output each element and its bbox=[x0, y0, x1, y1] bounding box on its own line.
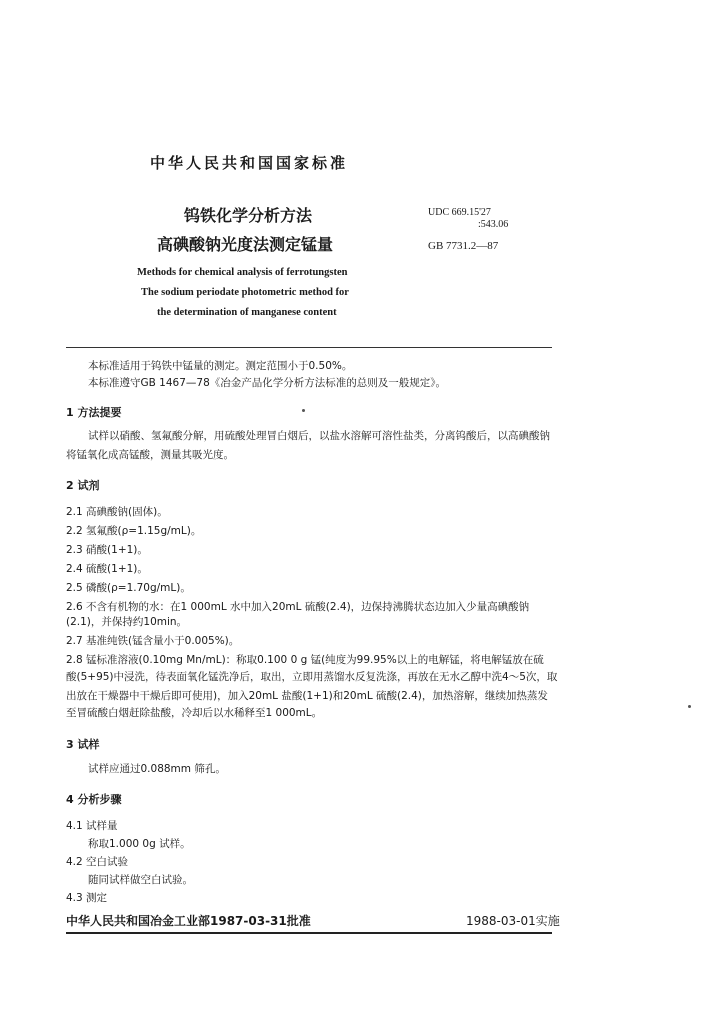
section-1-text-line1: 试样以硝酸、氢氟酸分解，用硫酸处理冒白烟后，以盐水溶解可溶性盐类，分离钨酸后，以高碘酸钠 bbox=[88, 430, 550, 442]
bottom-divider bbox=[66, 932, 552, 934]
section-1-heading: 1 方法提要 bbox=[66, 406, 122, 419]
section-2-heading: 2 试剂 bbox=[66, 479, 100, 492]
reagent-2-6-line1: 2.6 不含有机物的水：在1 000mL 水中加入20mL 硫酸(2.4)，边保持沸腾状态边加入少量高碘酸钠 bbox=[66, 601, 530, 613]
intro-scope: 本标准适用于钨铁中锰量的测定。测定范围小于0.50%。 bbox=[88, 360, 353, 372]
reagent-2-6-line2: (2.1)，并保持约10min。 bbox=[66, 616, 188, 628]
top-divider bbox=[66, 347, 552, 348]
reagent-2-2: 2.2 氢氟酸(ρ=1.15g/mL)。 bbox=[66, 525, 202, 537]
udc-code-line2: :543.06 bbox=[478, 219, 509, 230]
section-1-text-line2: 将锰氧化成高锰酸，测量其吸光度。 bbox=[66, 449, 234, 461]
scan-speck bbox=[688, 705, 691, 708]
reagent-2-4: 2.4 硫酸(1+1)。 bbox=[66, 563, 148, 575]
approval-footer: 中华人民共和国冶金工业部1987-03-31批准 bbox=[66, 914, 311, 928]
reagent-2-8-line1: 2.8 锰标准溶液(0.10mg Mn/mL)：称取0.100 0 g 锰(纯度为99.95%以上的电解锰，将电解锰放在硫 bbox=[66, 654, 544, 666]
reagent-2-8-line4: 至冒硫酸白烟赶除盐酸，冷却后以水稀释至1 000mL。 bbox=[66, 707, 323, 719]
step-4-2-text: 随同试样做空白试验。 bbox=[88, 874, 193, 886]
section-4-heading: 4 分析步骤 bbox=[66, 793, 122, 806]
reagent-2-3: 2.3 硝酸(1+1)。 bbox=[66, 544, 148, 556]
title-chinese-line2: 高碘酸钠光度法测定锰量 bbox=[157, 235, 334, 254]
implementation-date-footer: 1988-03-01实施 bbox=[466, 914, 560, 928]
reagent-2-1: 2.1 高碘酸钠(固体)。 bbox=[66, 506, 168, 518]
step-4-1-text: 称取1.000 0g 试样。 bbox=[88, 838, 191, 850]
reagent-2-7: 2.7 基准纯铁(锰含量小于0.005%)。 bbox=[66, 635, 240, 647]
step-4-3-heading: 4.3 测定 bbox=[66, 892, 108, 904]
reagent-2-8-line2: 酸(5+95)中浸洗，待表面氧化锰洗净后，取出，立即用蒸馏水反复洗涤，再放在无水乙醇中洗4～5次，取 bbox=[66, 671, 558, 683]
section-3-text: 试样应通过0.088mm 筛孔。 bbox=[88, 763, 226, 775]
reagent-2-5: 2.5 磷酸(ρ=1.70g/mL)。 bbox=[66, 582, 191, 594]
title-chinese-line1: 钨铁化学分析方法 bbox=[184, 206, 313, 225]
reagent-2-8-line3: 出放在干燥器中干燥后即可使用)，加入20mL 盐酸(1+1)和20mL 硫酸(2.4)，加热溶解，继续加热蒸发 bbox=[66, 690, 548, 702]
gb-code: GB 7731.2—87 bbox=[428, 240, 499, 252]
title-english-line1: Methods for chemical analysis of ferrotungsten bbox=[137, 267, 348, 278]
intro-reference: 本标准遵守GB 1467—78《冶金产品化学分析方法标准的总则及一般规定》。 bbox=[88, 377, 447, 389]
section-3-heading: 3 试样 bbox=[66, 738, 100, 751]
step-4-1-heading: 4.1 试样量 bbox=[66, 820, 118, 832]
udc-code-line1: UDC 669.15'27 bbox=[428, 207, 491, 218]
scan-speck bbox=[302, 409, 305, 412]
step-4-2-heading: 4.2 空白试验 bbox=[66, 856, 129, 868]
title-english-line3: the determination of manganese content bbox=[157, 307, 337, 318]
title-english-line2: The sodium periodate photometric method for bbox=[141, 287, 349, 298]
national-standard-heading: 中华人民共和国国家标准 bbox=[150, 154, 349, 172]
